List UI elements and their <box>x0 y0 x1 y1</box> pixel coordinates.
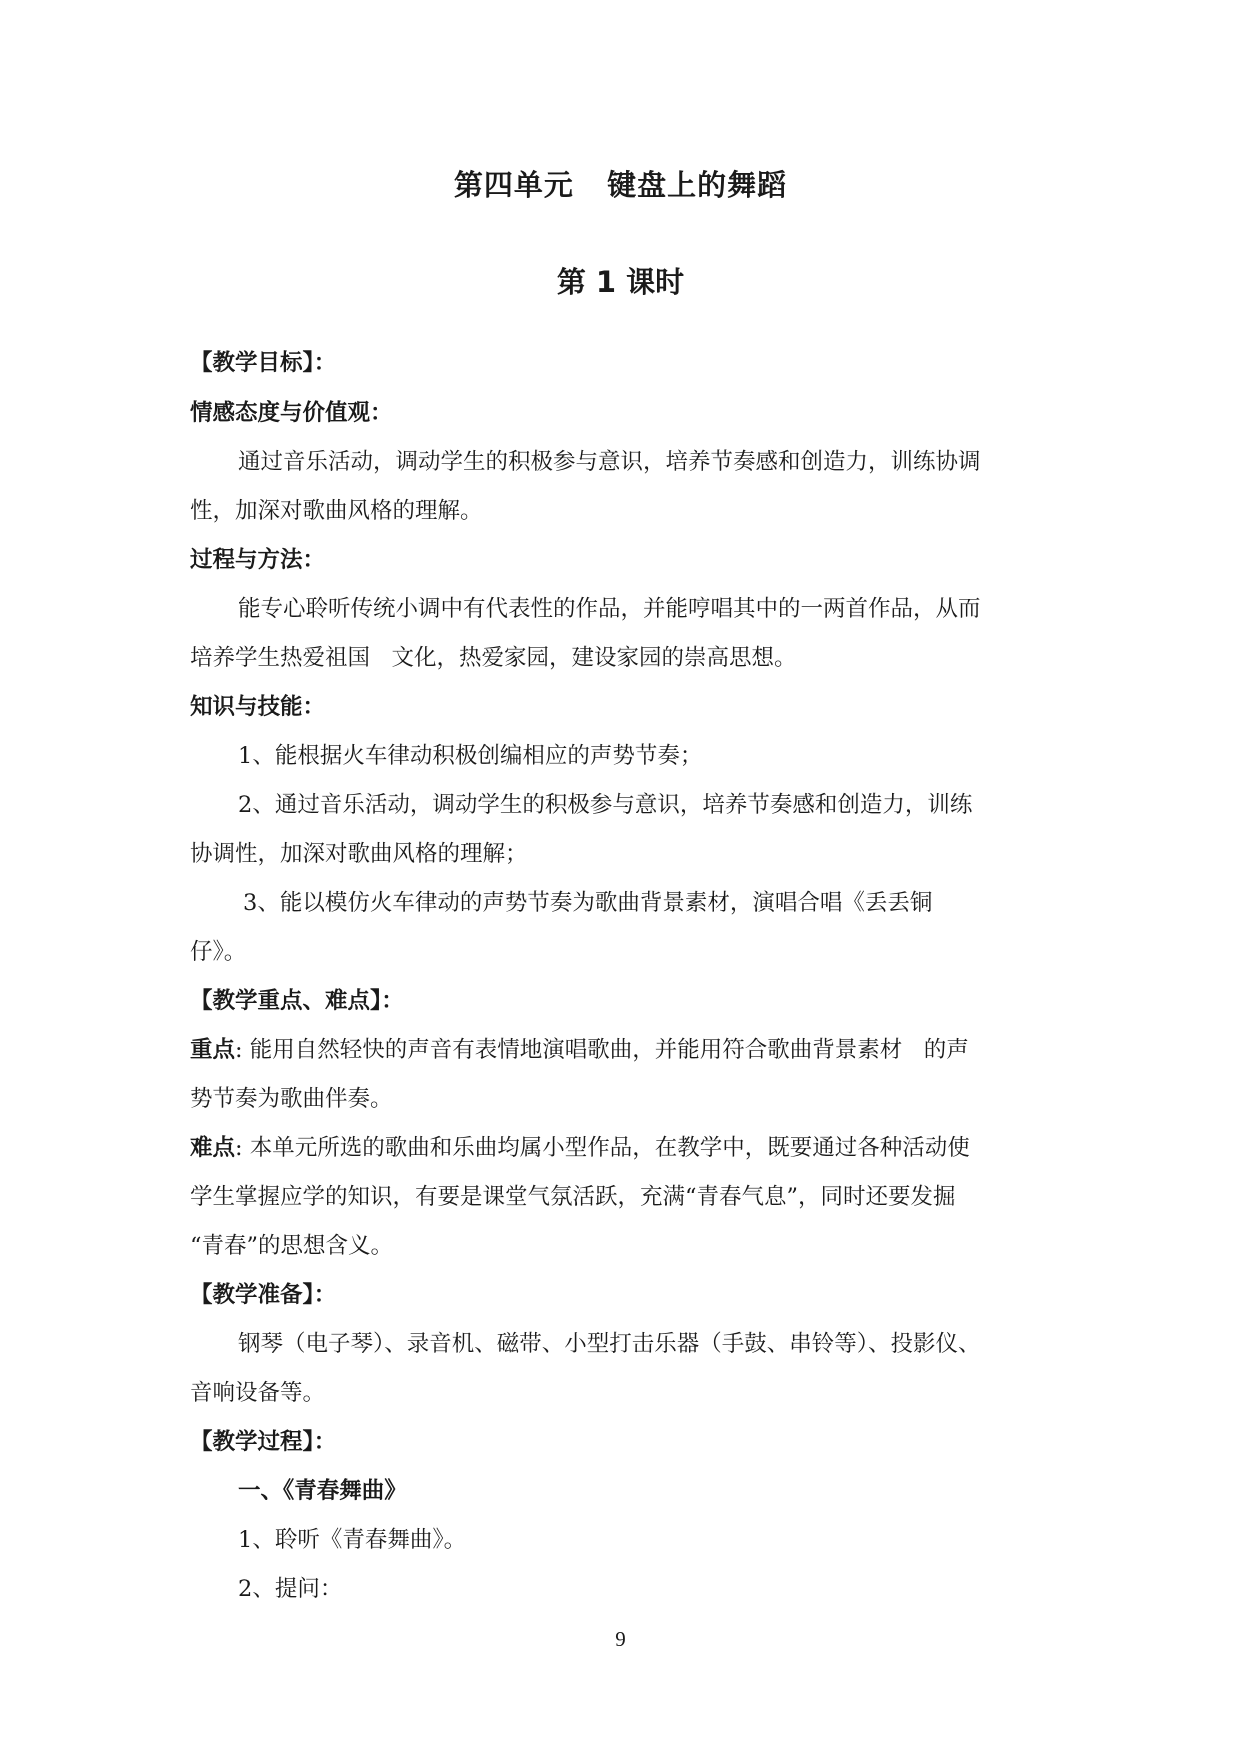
unit-title: 第四单元 键盘上的舞蹈 <box>453 168 788 202</box>
paragraph-line: 音响设备等。 <box>190 1380 326 1406</box>
key-points-heading: 【教学重点、难点】： <box>190 988 404 1014</box>
list-item: 1、能根据火车律动积极创编相应的声势节奏； <box>238 743 703 769</box>
preparation-heading: 【教学准备】： <box>190 1282 337 1308</box>
paragraph-line: 学生掌握应学的知识，有要是课堂气氛活跃，充满“青春气息”，同时还要发掘 <box>190 1184 956 1210</box>
process-heading: 过程与方法： <box>190 547 326 573</box>
objectives-heading: 【教学目标】： <box>190 350 337 376</box>
section-sub-heading: 一、《青春舞曲》 <box>238 1478 407 1504</box>
key-point-text: : 能用自然轻快的声音有表情地演唱歌曲，并能用符合歌曲背景素材 的声 <box>235 1037 969 1063</box>
lesson-title: 第 1 课时 <box>556 265 685 299</box>
paragraph-line: 势节奏为歌曲伴奏。 <box>190 1086 393 1112</box>
paragraph-line: “青春”的思想含义。 <box>190 1233 394 1259</box>
list-item: 2、提问： <box>238 1576 343 1602</box>
paragraph-line: 钢琴（电子琴）、录音机、磁带、小型打击乐器（手鼓、串铃等）、投影仪、 <box>238 1331 981 1357</box>
key-point-line <box>190 1035 969 1065</box>
emotion-heading: 情感态度与价值观： <box>190 400 393 426</box>
key-point-label: 重点 <box>190 1037 236 1063</box>
paragraph-line: 性，加深对歌曲风格的理解。 <box>190 498 483 524</box>
difficult-point-label: 难点 <box>190 1135 236 1161</box>
list-item: 2、通过音乐活动，调动学生的积极参与意识，培养节奏感和创造力，训练 <box>238 792 973 818</box>
paragraph-line: 培养学生热爱祖国 文化，热爱家园，建设家园的崇高思想。 <box>190 645 797 671</box>
difficult-point-line <box>190 1133 970 1163</box>
teaching-process-heading: 【教学过程】： <box>190 1429 337 1455</box>
paragraph-line: 通过音乐活动，调动学生的积极参与意识，培养节奏感和创造力，训练协调 <box>238 449 981 475</box>
list-item: 3、能以模仿火车律动的声势节奏为歌曲背景素材，演唱合唱《丢丢铜 <box>243 890 933 916</box>
page-number: 9 <box>615 1627 626 1651</box>
paragraph-line: 协调性，加深对歌曲风格的理解； <box>190 841 528 867</box>
paragraph-line: 仔》。 <box>190 939 247 965</box>
knowledge-heading: 知识与技能： <box>190 694 326 720</box>
difficult-point-text: : 本单元所选的歌曲和乐曲均属小型作品，在教学中，既要通过各种活动使 <box>235 1135 970 1161</box>
paragraph-line: 能专心聆听传统小调中有代表性的作品，并能哼唱其中的一两首作品，从而 <box>238 596 981 622</box>
list-item: 1、聆听《青春舞曲》。 <box>238 1527 467 1553</box>
